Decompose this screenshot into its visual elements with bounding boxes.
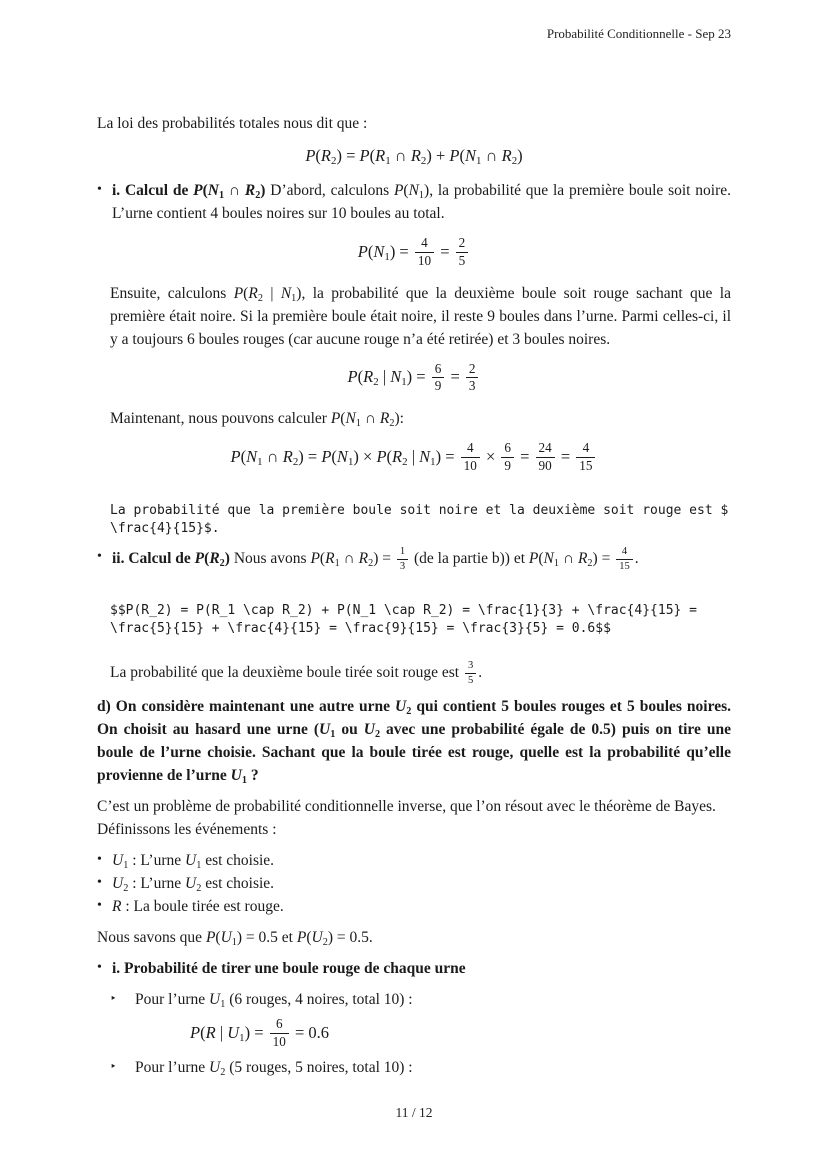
inline-math: $U_1$	[230, 766, 247, 786]
inline-math	[463, 660, 478, 687]
inline-math: 0.5	[591, 720, 611, 738]
paragraph	[97, 282, 731, 351]
fraction	[270, 1017, 289, 1050]
bullet-text	[112, 182, 731, 222]
paragraph	[97, 407, 731, 430]
bullet-marker: •	[97, 897, 102, 913]
text-run: Nous avons	[229, 549, 311, 567]
math-expression: $P(R_2) = P(R_1$ ∩ $R_2) + P(N_1$ ∩ $R_2$)	[305, 146, 523, 168]
bullet-marker: •	[97, 548, 102, 564]
paragraph	[97, 112, 731, 135]
fraction-denominator: 9	[434, 378, 442, 394]
code-line: \frac{5}{15} + \frac{4}{15} = \frac{9}{15} = \frac{3}{5} = 0.6$$	[110, 621, 611, 637]
bullet-text	[112, 852, 274, 869]
fraction	[616, 546, 633, 573]
text-run: .	[368, 928, 373, 946]
fraction-numerator: 2	[456, 236, 469, 253]
code-line: \frac{4}{15}$.	[110, 520, 220, 536]
fraction-denominator: 10	[463, 457, 477, 473]
text-run: ii. Calcul de	[112, 549, 195, 567]
inline-math: $U_1$	[112, 851, 129, 871]
fraction-denominator: 3	[468, 378, 476, 394]
inline-math: $P(R_2$ | $N_1$)	[233, 284, 302, 304]
bullet-marker: •	[97, 959, 102, 975]
bullet-item	[97, 895, 731, 918]
text-run: ?	[246, 766, 259, 784]
text-run: (5 rouges, 5 noires, total 10) :	[225, 1058, 413, 1076]
sub-bullet-item	[97, 988, 731, 1011]
text-run: : La boule tirée est rouge.	[121, 897, 284, 915]
fraction	[397, 546, 408, 573]
paragraph	[97, 795, 731, 841]
triangle-bullet-marker: ‣	[110, 992, 117, 1005]
inline-math: $P(N_1$ ∩ $R_2$) = $\frac{4}{15}$	[529, 550, 635, 567]
bullet-text	[112, 898, 284, 915]
inline-math: R	[112, 897, 122, 915]
inline-math: $U_2$	[185, 874, 202, 894]
text-run: La loi des probabilités totales nous dit que :	[97, 115, 368, 132]
paragraph-line	[97, 795, 731, 818]
text-run: est choisie.	[201, 851, 275, 869]
code-block	[97, 602, 731, 638]
code-line: $$P(R_2) = P(R_1 \cap R_2) + P(N_1 \cap R_2) = \frac{1}{3} + \frac{4}{15} =	[110, 603, 697, 619]
bullet-item	[97, 957, 731, 980]
fraction-numerator: 6	[270, 1017, 289, 1034]
fraction	[461, 441, 480, 474]
bullet-marker: •	[97, 182, 102, 197]
bullet-marker: •	[97, 874, 102, 890]
fraction-denominator: 5	[458, 252, 466, 268]
paragraph	[97, 926, 731, 949]
math-expression: $P(N_1)$ = $\frac{4}{10}$ = $\frac{2}{5}$	[358, 242, 470, 261]
paragraph-line	[97, 818, 731, 841]
text-run: D’abord, calculons	[265, 182, 394, 199]
page-number: 11 / 12	[395, 1105, 433, 1120]
sub-bullet-item	[97, 1056, 731, 1079]
text-run: Ensuite, calculons	[110, 284, 234, 302]
text-run: : L’urne	[128, 874, 185, 892]
inline-math: $P(U_1) = 0.5$	[205, 928, 278, 948]
text-run: Nous savons que	[97, 928, 206, 946]
code-line: La probabilité que la première boule soit noire et la deuxième soit rouge est $	[110, 502, 729, 518]
math-expression: P(R | $U_1$) = $\frac{6}{10}$ = 0.6	[190, 1015, 330, 1049]
text-run: est choisie.	[201, 874, 275, 892]
text-run: i. Probabilité de tirer une boule rouge de chaque urne	[112, 959, 466, 977]
text-run: ) puis on tire une boule de l’urne choisie. Sachant que la boule tirée est rouge, quelle est la probabilité qu’elle provienne de l’urne	[97, 720, 731, 784]
text-run: et	[277, 928, 297, 946]
display-formula	[97, 439, 731, 476]
bullet-text	[135, 1059, 413, 1076]
fraction-denominator: 5	[467, 675, 474, 687]
text-run: ou	[335, 720, 364, 738]
text-run: .	[634, 549, 639, 567]
fraction	[465, 660, 476, 687]
fraction-numerator: 6	[501, 441, 514, 458]
fraction-numerator: 24	[536, 441, 555, 458]
inline-math: $P(R_1$ ∩ $R_2$) = $\frac{1}{3}$	[310, 550, 410, 567]
inline-math: $U_1$	[209, 990, 226, 1010]
text-run: , la probabilité que la deuxième boule soit rouge sachant que la première était noire. Si la première boule était noire, il reste 9 boules dans l’urne. Parmi celles-ci, il y a toujours 6 boules rouges (car aucune rouge n’a été retirée) et 3 boules noires.	[110, 284, 731, 348]
fraction-denominator: 3	[399, 560, 406, 572]
fraction-denominator: 10	[272, 1033, 286, 1049]
fraction-numerator: 6	[432, 362, 445, 379]
inline-math: $U_2$	[363, 720, 381, 740]
inline-math: $U_1$	[319, 720, 336, 740]
bullet-item	[97, 872, 731, 895]
fraction-numerator: 4	[576, 441, 595, 458]
inline-math: $U_2$	[209, 1058, 226, 1078]
text-run: C’est un problème de probabilité conditionnelle inverse, que l’on résout avec le théorème de Bayes.	[97, 797, 716, 815]
fraction-numerator: 4	[461, 441, 480, 458]
fraction-numerator: 4	[616, 546, 633, 560]
text-run: Maintenant, nous pouvons calculer	[110, 410, 331, 428]
bullet-item	[97, 849, 731, 872]
fraction	[466, 362, 479, 395]
bullet-text	[135, 991, 413, 1008]
document-body	[97, 112, 731, 1085]
fraction-numerator: 2	[466, 362, 479, 379]
math-expression: $P(R_2$ | $N_1$) = $\frac{6}{9}$ = $\frac{2}{3}$	[348, 367, 481, 386]
inline-math: $U_1$	[185, 851, 202, 871]
fraction-numerator: 4	[415, 236, 434, 253]
fraction	[456, 236, 469, 269]
fraction-numerator: 1	[397, 546, 408, 560]
text-run: qui contient 5 boules rouges et 5 boules noires. On choisit au hasard une urne (	[97, 697, 731, 738]
paragraph	[97, 660, 731, 687]
math-expression: $P(N_1$ ∩ $R_2) = P(N_1) \times P(R_2$ | $N_1$) = $\frac{4}{10}$ × $\frac{6}{9}$ = $\frac{24}{90}$ = $\frac{4}{15}$	[231, 447, 598, 466]
bullet-item	[97, 179, 731, 225]
bullet-item	[97, 546, 731, 573]
inline-math: $P(U_2) = 0.5$	[296, 928, 369, 948]
text-run: La probabilité que la deuxième boule tirée soit rouge est	[110, 664, 463, 682]
fraction	[536, 441, 555, 474]
text-run: d) On considère maintenant une autre urne	[97, 697, 396, 715]
fraction-denominator: 90	[538, 457, 552, 473]
fraction-numerator: 3	[465, 660, 476, 674]
text-run: : L’urne	[128, 851, 185, 869]
fraction-denominator: 15	[579, 457, 593, 473]
inline-math: $P(N_1$ ∩ $R_2$)	[193, 182, 266, 201]
fraction-denominator: 15	[619, 560, 630, 572]
text-run: i. Calcul de	[112, 182, 194, 199]
text-run: (6 rouges, 4 noires, total 10) :	[225, 990, 413, 1008]
bullet-marker: •	[97, 851, 102, 867]
triangle-bullet-marker: ‣	[110, 1060, 117, 1073]
code-block	[97, 502, 731, 538]
display-formula	[97, 234, 731, 271]
text-run: , la probabilité que la première boule soit noire. L’urne contient 4 boules noires sur 10 boules au total.	[112, 182, 732, 222]
fraction	[432, 362, 445, 395]
paragraph	[97, 695, 731, 787]
fraction-denominator: 9	[504, 457, 511, 473]
display-formula	[97, 360, 731, 397]
fraction	[576, 441, 595, 474]
text-run: Définissons les événements :	[97, 820, 277, 838]
text-run: :	[399, 410, 404, 428]
text-run: avec une probabilité égale de	[380, 720, 592, 738]
bullet-text	[112, 960, 466, 977]
text-run: .	[478, 664, 483, 682]
display-formula	[97, 144, 731, 168]
inline-math: $U_2$	[112, 874, 129, 894]
text-run: (de la partie b)) et	[410, 549, 529, 567]
bullet-text	[112, 545, 639, 572]
header-title: Probabilité Conditionnelle - Sep 23	[546, 26, 731, 41]
bullet-text	[112, 875, 274, 892]
inline-math: $P(N_1$ ∩ $R_2$)	[330, 410, 400, 429]
display-formula	[97, 1017, 731, 1050]
inline-math: $P(R_2)$	[194, 549, 230, 569]
text-run: Pour l’urne	[135, 990, 210, 1008]
fraction-denominator: 10	[417, 252, 432, 268]
text-run: Pour l’urne	[135, 1058, 210, 1076]
inline-math: $P(N_1)$	[393, 182, 430, 201]
fraction	[415, 236, 434, 269]
fraction	[501, 441, 514, 474]
inline-math: $U_2$	[395, 697, 412, 717]
